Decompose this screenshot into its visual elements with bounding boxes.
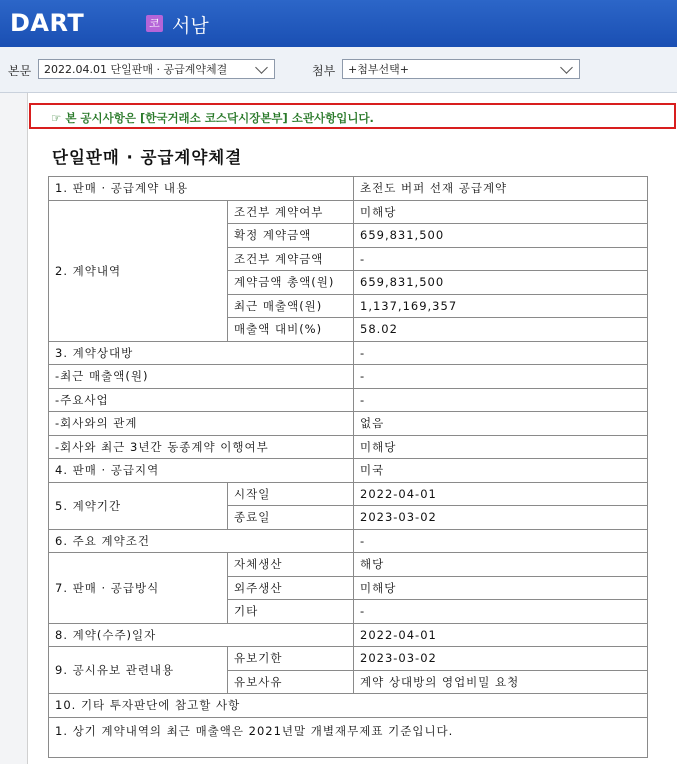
chevron-down-icon [255, 61, 268, 74]
document-title: 단일판매 · 공급계약체결 [52, 148, 243, 167]
row-sublabel: 종료일 [228, 506, 354, 530]
row-value: 2023-03-02 [354, 506, 648, 530]
table-row [49, 717, 648, 757]
table-row [49, 553, 648, 577]
row-sublabel: 계약금액 총액(원) [228, 271, 354, 295]
row-value: - [354, 600, 648, 624]
row-sublabel: 유보사유 [228, 670, 354, 694]
table-row [49, 529, 648, 553]
row-value: - [354, 529, 648, 553]
table-row [49, 200, 648, 224]
main-doc-label: 본문 [8, 64, 32, 78]
market-badge: 코 [146, 15, 163, 32]
row-sublabel: 조건부 계약금액 [228, 247, 354, 271]
row-value: - [354, 365, 648, 389]
main-doc-select[interactable] [38, 59, 275, 79]
row-value: 2022-04-01 [354, 482, 648, 506]
row-label: 1. 판매 · 공급계약 내용 [49, 177, 354, 201]
main-doc-select-value: 2022.04.01 단일판매 · 공급계약체결 [44, 63, 228, 76]
row-sublabel: 유보기한 [228, 647, 354, 671]
row-value: 659,831,500 [354, 224, 648, 248]
attach-label: 첨부 [312, 64, 336, 78]
row-value: 659,831,500 [354, 271, 648, 295]
row-label: 2. 계약내역 [49, 200, 228, 341]
logo-text: DART [10, 9, 85, 37]
table-row [49, 459, 648, 483]
row-label: -회사와의 관계 [49, 412, 354, 436]
row-sublabel: 매출액 대비(%) [228, 318, 354, 342]
row-sublabel: 시작일 [228, 482, 354, 506]
row-sublabel: 조건부 계약여부 [228, 200, 354, 224]
notice-text: ☞ 본 공시사항은 [한국거래소 코스닥시장본부] 소관사항입니다. [51, 111, 374, 125]
table-row [49, 365, 648, 389]
row-value: - [354, 247, 648, 271]
row-sublabel: 확정 계약금액 [228, 224, 354, 248]
table-row [49, 177, 648, 201]
row-value: - [354, 341, 648, 365]
row-sublabel: 외주생산 [228, 576, 354, 600]
disclosure-table [48, 176, 648, 758]
row-label: 5. 계약기간 [49, 482, 228, 529]
toolbar [0, 47, 677, 93]
chevron-down-icon [560, 61, 573, 74]
note-text: 1. 상기 계약내역의 최근 매출액은 2021년말 개별재무제표 기준입니다. [49, 717, 648, 757]
row-value: 미국 [354, 459, 648, 483]
row-sublabel: 기타 [228, 600, 354, 624]
dart-logo[interactable] [10, 9, 84, 37]
table-row [49, 482, 648, 506]
attach-select-value: +첨부선택+ [348, 63, 409, 76]
row-label: 8. 계약(수주)일자 [49, 623, 354, 647]
row-value: 2022-04-01 [354, 623, 648, 647]
row-label: 10. 기타 투자판단에 참고할 사항 [49, 694, 648, 718]
table-row [49, 388, 648, 412]
row-value: 해당 [354, 553, 648, 577]
row-value: 없음 [354, 412, 648, 436]
company-name[interactable]: 서남 [172, 15, 209, 37]
row-label: 7. 판매 · 공급방식 [49, 553, 228, 624]
row-label: 4. 판매 · 공급지역 [49, 459, 354, 483]
row-value: 미해당 [354, 435, 648, 459]
row-value: 계약 상대방의 영업비밀 요청 [354, 670, 648, 694]
jurisdiction-notice [29, 103, 676, 129]
table-row [49, 341, 648, 365]
row-label: 3. 계약상대방 [49, 341, 354, 365]
table-row [49, 435, 648, 459]
row-label: -주요사업 [49, 388, 354, 412]
row-value: 미해당 [354, 200, 648, 224]
row-label: -회사와 최근 3년간 동종계약 이행여부 [49, 435, 354, 459]
row-sublabel: 최근 매출액(원) [228, 294, 354, 318]
row-value: 2023-03-02 [354, 647, 648, 671]
top-header [0, 0, 677, 47]
table-row [49, 647, 648, 671]
attach-select[interactable] [342, 59, 580, 79]
table-row [49, 694, 648, 718]
row-value: - [354, 388, 648, 412]
row-value: 1,137,169,357 [354, 294, 648, 318]
row-label: 6. 주요 계약조건 [49, 529, 354, 553]
row-label: -최근 매출액(원) [49, 365, 354, 389]
row-value: 58.02 [354, 318, 648, 342]
row-value: 초전도 버퍼 선재 공급계약 [354, 177, 648, 201]
table-row [49, 412, 648, 436]
table-row [49, 623, 648, 647]
row-sublabel: 자체생산 [228, 553, 354, 577]
row-value: 미해당 [354, 576, 648, 600]
row-label: 9. 공시유보 관련내용 [49, 647, 228, 694]
